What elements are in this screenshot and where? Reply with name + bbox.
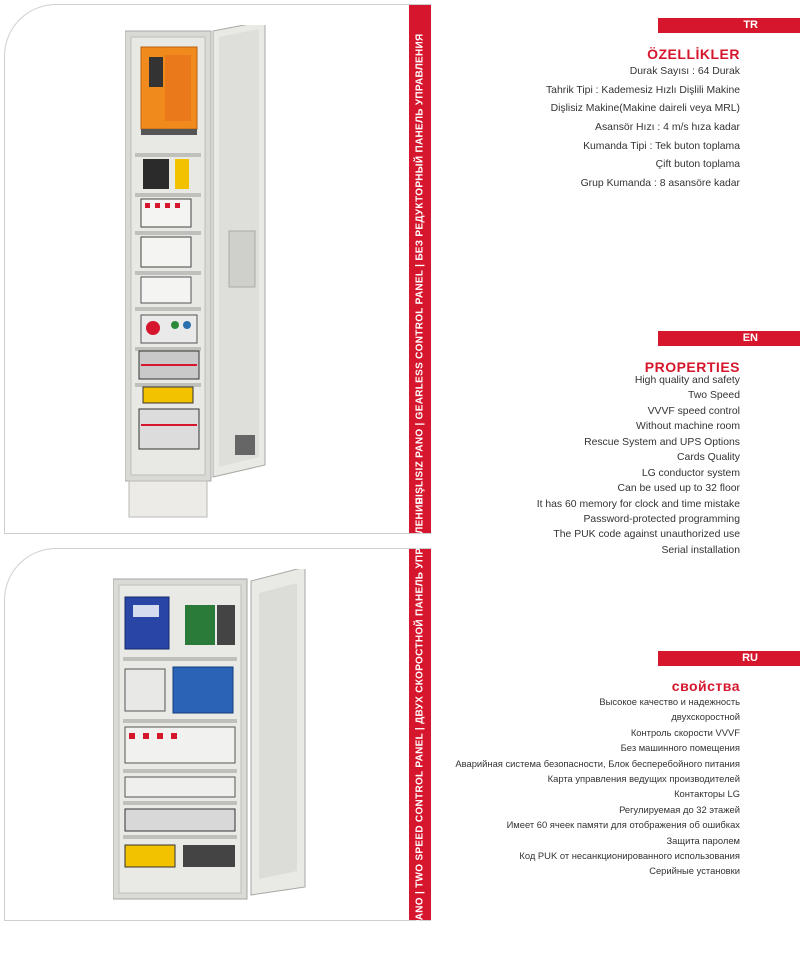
- list-item: Контроль скорости VVVF: [630, 726, 740, 738]
- list-item: Asansör Hızı : 4 m/s hıza kadar: [595, 122, 740, 134]
- list-item: Серийные установки: [649, 865, 740, 877]
- en-section-title: PROPERTIES: [644, 359, 740, 375]
- list-item: Çift buton toplama: [655, 159, 740, 171]
- list-item: Grup Kumanda : 8 asansöre kadar: [580, 178, 740, 190]
- list-item: Without machine room: [636, 421, 740, 433]
- list-item: Tahrik Tipi : Kademesiz Hızlı Dişlili Makine: [545, 84, 740, 96]
- tr-section-title: ÖZELLİKLER: [647, 46, 740, 62]
- ru-language-badge: RU: [658, 651, 800, 666]
- list-item: Dişlisiz Makine(Makine daireli veya MRL): [550, 103, 740, 115]
- list-item: VVVF speed control: [647, 405, 740, 417]
- list-item: Kumanda Tipi : Tek buton toplama: [583, 140, 740, 152]
- list-item: Cards Quality: [677, 452, 740, 464]
- two-speed-cabinet-image: [113, 569, 313, 914]
- list-item: Контакторы LG: [674, 788, 740, 800]
- list-item: The PUK code against unauthorized use: [553, 529, 740, 541]
- list-item: It has 60 memory for clock and time mistake: [536, 498, 740, 510]
- tr-feature-list: [546, 63, 740, 194]
- gearless-panel-card: [4, 4, 431, 534]
- list-item: Защита паролем: [666, 834, 740, 846]
- gearless-cabinet-image: [125, 25, 275, 525]
- list-item: Аварийная система безопасности, Блок бесперебойного питания: [455, 757, 740, 769]
- list-item: High quality and safety: [634, 375, 740, 386]
- two-speed-panel-label: ÇIFT HIZ PANO | TWO SPEED CONTROL PANEL | ДВУХ СКОРОСТНОЙ ПАНЕЛЬ УПРАВЛЕНИЯ: [414, 496, 426, 973]
- list-item: LG conductor system: [641, 467, 740, 479]
- list-item: Rescue System and UPS Options: [584, 436, 740, 448]
- list-item: Serial installation: [661, 544, 740, 556]
- list-item: Durak Sayısı : 64 Durak: [629, 66, 740, 77]
- two-speed-panel-card: [4, 496, 431, 973]
- list-item: Без машинного помещения: [620, 742, 740, 754]
- en-language-badge: EN: [658, 331, 800, 346]
- list-item: Код PUK от несанкционированного использования: [519, 849, 740, 861]
- ru-section-title: свойства: [671, 678, 740, 694]
- gearless-label-bar: [409, 5, 431, 533]
- list-item: двухскоростной: [671, 711, 740, 723]
- list-item: Имеет 60 ячеек памяти для отображения об ошибках: [506, 819, 740, 831]
- gearless-panel-label: DIŞLISIZ PANO | GEARLESS CONTROL PANEL | БЕЗ РЕДУКТОРНЫЙ ПАНЕЛЬ УПРАВЛЕНИЯ: [414, 33, 426, 505]
- list-item: Регулируемая до 32 этажей: [619, 803, 740, 815]
- list-item: Two Speed: [688, 390, 740, 402]
- list-item: Высокое качество и надежность: [599, 696, 740, 707]
- ru-feature-list: [455, 694, 740, 879]
- en-feature-list: [537, 373, 740, 558]
- list-item: Can be used up to 32 floor: [617, 483, 740, 495]
- list-item: Password-protected programming: [583, 513, 740, 525]
- tr-language-badge: TR: [658, 18, 800, 33]
- two-speed-label-bar: [409, 496, 431, 973]
- list-item: Карта управления ведущих производителей: [547, 772, 740, 784]
